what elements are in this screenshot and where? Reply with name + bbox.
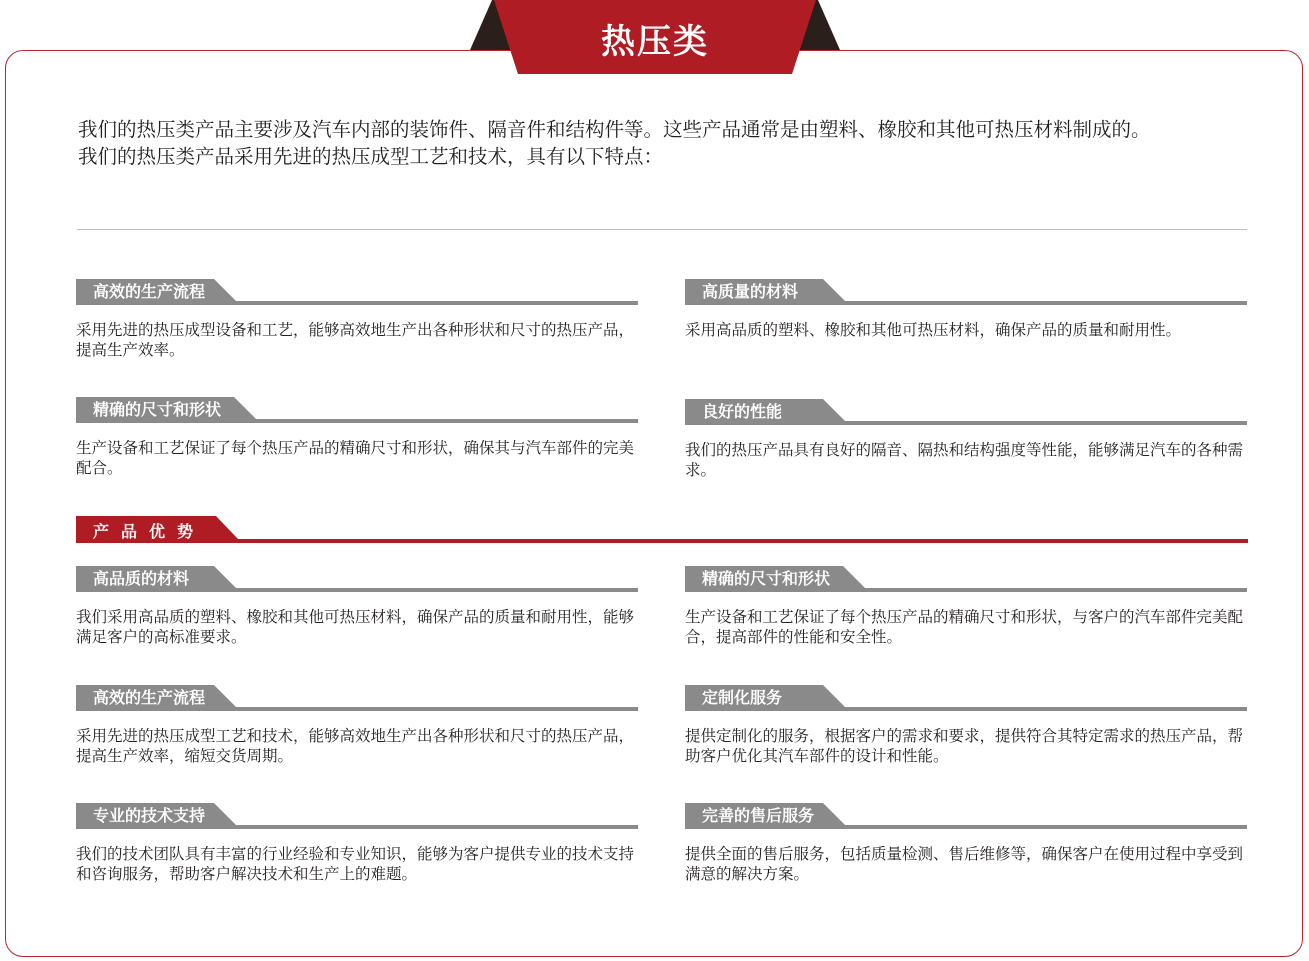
advantage-precise-size [685,566,1247,647]
feature-desc: 我们的热压产品具有良好的隔音、隔热和结构强度等性能，能够满足汽车的各种需求。 [685,441,1244,479]
feature-desc: 采用先进的热压成型设备和工艺，能够高效地生产出各种形状和尺寸的热压产品，提高生产效率。 [76,321,635,359]
feature-quality-material [685,279,1247,340]
feature-title: 良好的性能 [702,402,783,421]
advantage-title: 高品质的材料 [93,569,190,588]
feature-desc: 生产设备和工艺保证了每个热压产品的精确尺寸和形状，确保其与汽车部件的完美配合。 [76,439,635,477]
feature-good-performance [685,399,1247,480]
advantage-title: 精确的尺寸和形状 [702,569,831,588]
advantage-title: 完善的售后服务 [702,806,815,825]
intro-line-1: 我们的热压类产品主要涉及汽车内部的装饰件、隔音件和结构件等。这些产品通常是由塑料、橡胶和其他可热压材料制成的。 [78,118,1151,141]
advantage-title: 定制化服务 [702,688,783,707]
page-title: 热压类 [601,22,709,62]
feature-efficient-process [76,279,638,360]
advantage-tab [685,803,1247,831]
advantage-tab [685,685,1247,713]
feature-tab [685,399,1247,427]
advantage-desc: 我们的技术团队具有丰富的行业经验和专业知识，能够为客户提供专业的技术支持和咨询服务，帮助客户解决技术和生产上的难题。 [76,845,635,883]
advantage-desc: 生产设备和工艺保证了每个热压产品的精确尺寸和形状，与客户的汽车部件完美配合，提高部件的性能和安全性。 [685,608,1244,646]
advantage-tab [685,566,1247,594]
advantages-title: 产品优势 [93,522,206,541]
advantage-after-sales [685,803,1247,884]
advantage-desc: 采用先进的热压成型工艺和技术，能够高效地生产出各种形状和尺寸的热压产品，提高生产效率，缩短交货周期。 [76,727,635,765]
feature-tab [76,397,638,425]
advantage-tab [76,566,638,594]
title-banner [470,0,840,74]
intro-text [78,116,1268,170]
intro-line-2: 我们的热压类产品采用先进的热压成型工艺和技术，具有以下特点： [78,145,664,168]
feature-title: 高质量的材料 [702,282,799,301]
advantage-quality-material [76,566,638,647]
advantage-tech-support [76,803,638,884]
advantage-desc: 提供全面的售后服务，包括质量检测、售后维修等，确保客户在使用过程中享受到满意的解决方案。 [685,845,1244,883]
feature-title: 精确的尺寸和形状 [93,400,222,419]
advantage-title: 高效的生产流程 [93,688,206,707]
advantage-desc: 我们采用高品质的塑料、橡胶和其他可热压材料，确保产品的质量和耐用性，能够满足客户的高标准要求。 [76,608,635,646]
advantage-title: 专业的技术支持 [93,806,206,825]
feature-tab [76,279,638,307]
advantage-tab [76,685,638,713]
advantage-tab [76,803,638,831]
advantage-efficient-process [76,685,638,766]
feature-tab [685,279,1247,307]
feature-precise-size [76,397,638,478]
advantage-custom-service [685,685,1247,766]
feature-title: 高效的生产流程 [93,282,206,301]
divider [77,229,1247,230]
feature-desc: 采用高品质的塑料、橡胶和其他可热压材料，确保产品的质量和耐用性。 [685,321,1182,339]
advantages-header [76,516,1248,545]
advantage-desc: 提供定制化的服务，根据客户的需求和要求，提供符合其特定需求的热压产品，帮助客户优化其汽车部件的设计和性能。 [685,727,1244,765]
